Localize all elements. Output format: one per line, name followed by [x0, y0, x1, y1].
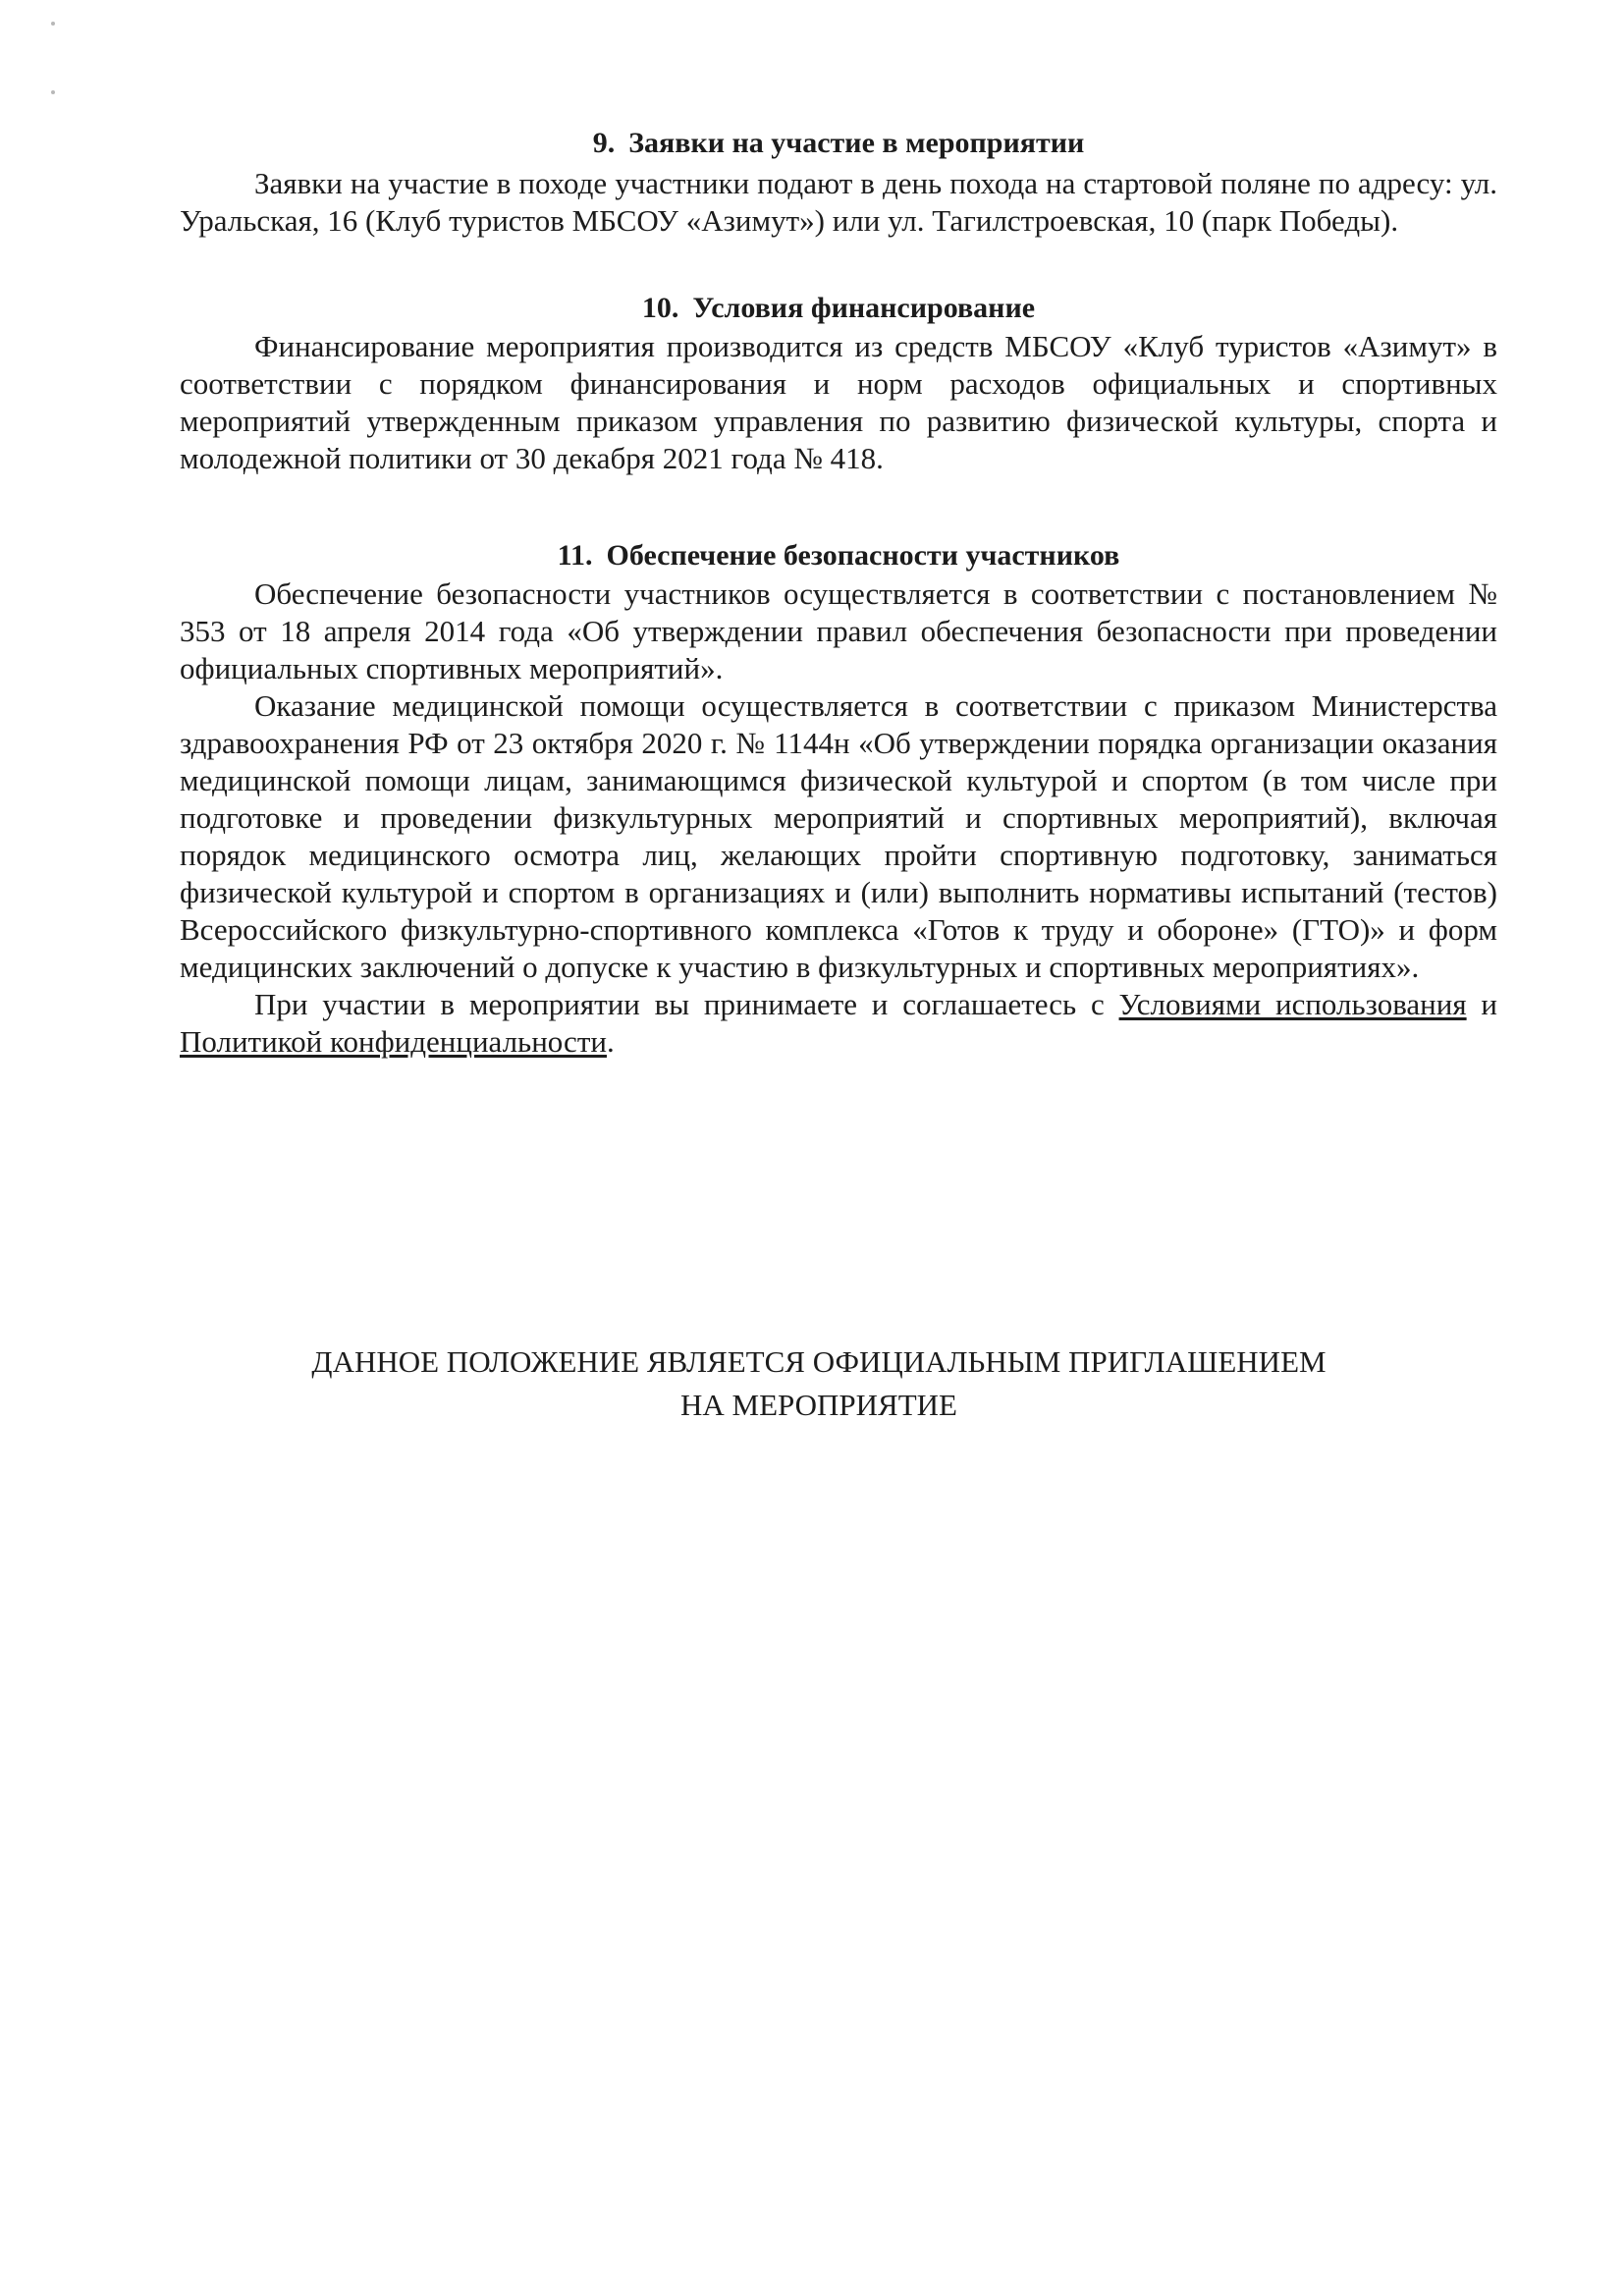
section-11-heading — [180, 538, 1497, 574]
official-invitation-notice — [180, 1340, 1497, 1427]
consent-paragraph — [180, 986, 1497, 1061]
official-invitation-line-1: ДАННОЕ ПОЛОЖЕНИЕ ЯВЛЯЕТСЯ ОФИЦИАЛЬНЫМ ПРИГЛАШЕНИЕМ — [311, 1344, 1326, 1379]
section-9-paragraph: Заявки на участие в походе участники подают в день похода на стартовой поляне по адресу: ул. Уральская, 16 (Клуб туристов МБСОУ «Азимут») или ул. Тагилстроевская, 10 (парк Победы). — [180, 166, 1497, 238]
section-10-title: Условия финансирование — [692, 292, 1036, 324]
section-11-paragraph-medical: Оказание медицинской помощи осуществляется в соответствии с приказом Министерства здравоохранения РФ от 23 октября 2020 г. № 1144н «Об утверждении порядка организации оказания медицинской помощи лицам, занимающимся физической культурой и спортом (в том числе при подготовке и проведении физкультурных мероприятий и спортивных мероприятий), включая порядок медицинского осмотра лиц, желающих пройти спортивную подготовку, заниматься физической культурой и спортом в организациях и (или) выполнить нормативы испытаний (тестов) Всероссийского физкультурно-спортивного комплекса «Готов к труду и обороне» (ГТО)» и форм медицинских заключений о допуске к участию в физкультурных и спортивных мероприятиях». — [180, 688, 1497, 984]
consent-prefix: При участии в мероприятии вы принимаете и соглашаетесь с — [254, 987, 1119, 1021]
section-11-title: Обеспечение безопасности участников — [606, 539, 1120, 572]
section-9-heading — [180, 126, 1497, 161]
section-11-paragraph-safety: Обеспечение безопасности участников осуществляется в соответствии с постановлением № 353 от 18 апреля 2014 года «Об утверждении правил обеспечения безопасности при проведении официальных спортивных мероприятий». — [180, 576, 1497, 685]
document-body — [180, 126, 1497, 1061]
scan-artifact — [51, 22, 55, 26]
section-11-number: 11. — [557, 539, 593, 572]
official-invitation-line-2: НА МЕРОПРИЯТИЕ — [680, 1388, 957, 1422]
consent-suffix: . — [606, 1024, 615, 1059]
privacy-policy-link[interactable]: Политикой конфиденциальности — [180, 1024, 607, 1059]
section-10-number: 10. — [641, 292, 679, 324]
section-9-number: 9. — [592, 127, 616, 159]
section-10-paragraph: Финансирование мероприятия производится из средств МБСОУ «Клуб туристов «Азимут» в соответствии с порядком финансирования и норм расходов официальных и спортивных мероприятий утвержденным приказом управления по развитию физической культуры, спорта и молодежной политики от 30 декабря 2021 года № 418. — [180, 329, 1497, 475]
section-10-heading — [180, 291, 1497, 326]
consent-middle: и — [1466, 987, 1498, 1021]
terms-of-use-link[interactable]: Условиями использования — [1118, 987, 1467, 1021]
scan-artifact — [51, 90, 55, 94]
section-9-title: Заявки на участие в мероприятии — [628, 127, 1085, 159]
